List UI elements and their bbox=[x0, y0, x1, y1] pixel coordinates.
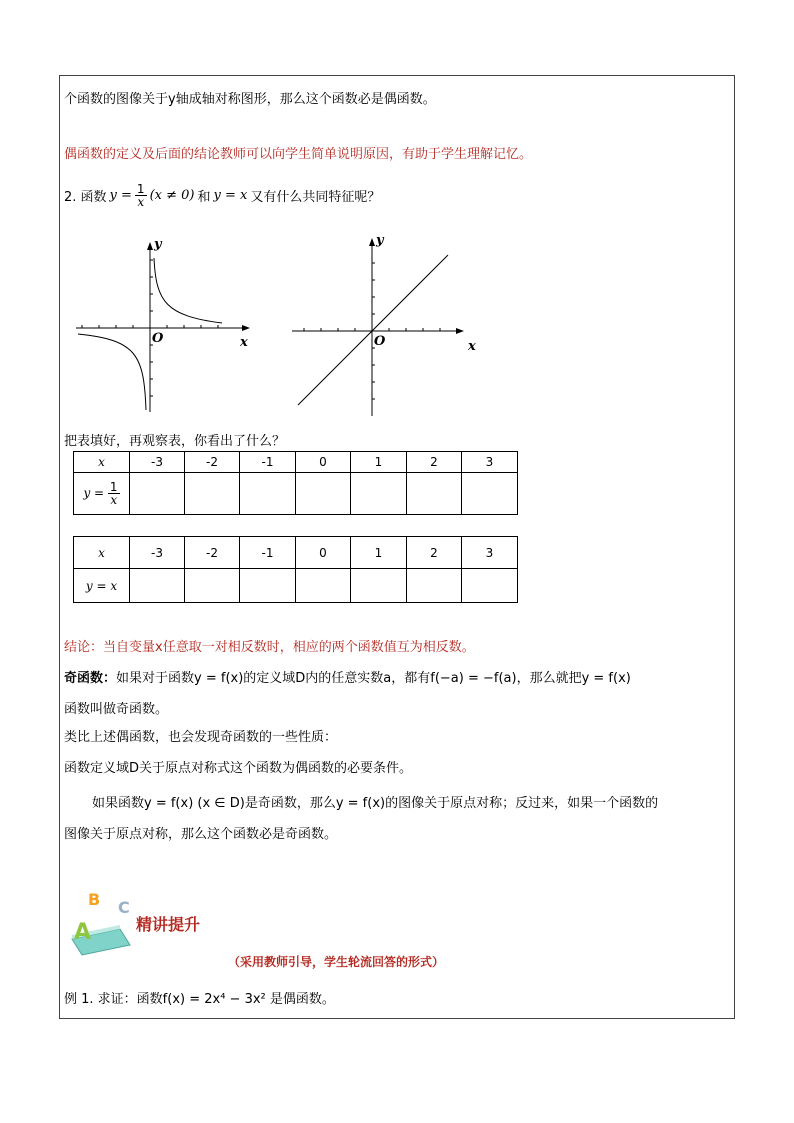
table2-row-label: y = x bbox=[74, 569, 130, 603]
graph2-origin: O bbox=[374, 334, 386, 349]
letter-b-icon: B bbox=[88, 890, 101, 909]
table1-header-cell: -2 bbox=[185, 452, 240, 473]
table1-label-prefix: y = bbox=[83, 486, 105, 500]
graph2-x-arrow bbox=[456, 328, 464, 334]
graph1-branch-right bbox=[154, 258, 222, 323]
table2-header-cell: 1 bbox=[351, 537, 407, 569]
domain-condition: 函数定义域D关于原点对称式这个函数为偶函数的必要条件。 bbox=[64, 761, 413, 776]
conclusion-body: 当自变量x任意取一对相反数时，相应的两个函数值互为相反数。 bbox=[103, 640, 475, 655]
table1-label-num: 1 bbox=[109, 480, 118, 494]
table2-blank-cell[interactable] bbox=[351, 569, 407, 603]
table2-value-row bbox=[74, 569, 518, 603]
analogy-line: 类比上述偶函数，也会发现奇函数的一些性质： bbox=[64, 730, 338, 745]
fill-prompt: 把表填好，再观察表，你看出了什么？ bbox=[64, 434, 286, 449]
value-table-reciprocal bbox=[73, 451, 518, 515]
graph1-y-arrow bbox=[147, 242, 153, 250]
table1-blank-cell[interactable] bbox=[462, 473, 518, 515]
table2-blank-cell[interactable] bbox=[185, 569, 240, 603]
table1-blank-cell[interactable] bbox=[240, 473, 296, 515]
table2-header-cell: -3 bbox=[130, 537, 185, 569]
letter-a-icon: A bbox=[74, 920, 92, 945]
table2-header-cell: x bbox=[74, 537, 130, 569]
table2-blank-cell[interactable] bbox=[407, 569, 462, 603]
table1-header-cell: 2 bbox=[407, 452, 462, 473]
table1-header-row bbox=[74, 452, 518, 473]
graph2-y-arrow bbox=[369, 238, 375, 246]
section-subtitle: （采用教师引导，学生轮流回答的形式） bbox=[228, 955, 445, 969]
table2-header-cell: -1 bbox=[240, 537, 296, 569]
conclusion-label: 结论： bbox=[64, 640, 104, 655]
table1-header-cell: x bbox=[74, 452, 130, 473]
q2-expr1: y = bbox=[109, 188, 132, 203]
teacher-note: 偶函数的定义及后面的结论教师可以向学生简单说明原因，有助于学生理解记忆。 bbox=[64, 147, 533, 162]
table2-blank-cell[interactable] bbox=[130, 569, 185, 603]
odd-def-end: 函数叫做奇函数。 bbox=[64, 702, 169, 717]
example-1: 例 1. 求证：函数f(x) = 2x⁴ − 3x² 是偶函数。 bbox=[64, 992, 335, 1007]
table2-header-cell: 2 bbox=[407, 537, 462, 569]
graph1-branch-left bbox=[78, 334, 146, 410]
table2-blank-cell[interactable] bbox=[240, 569, 296, 603]
question-2 bbox=[64, 183, 380, 208]
table1-blank-cell[interactable] bbox=[407, 473, 462, 515]
table1-header-cell: 1 bbox=[351, 452, 407, 473]
table1-label-frac bbox=[108, 481, 120, 506]
table1-header-cell: -1 bbox=[240, 452, 296, 473]
table1-header-cell: -3 bbox=[130, 452, 185, 473]
table1-blank-cell[interactable] bbox=[351, 473, 407, 515]
text-line1: 个函数的图像关于y轴成轴对称图形，那么这个函数必是偶函数。 bbox=[64, 92, 436, 107]
table2-header-cell: 3 bbox=[462, 537, 518, 569]
q2-frac-num: 1 bbox=[136, 182, 145, 196]
odd-def-label: 奇函数： bbox=[64, 671, 117, 686]
table1-blank-cell[interactable] bbox=[296, 473, 351, 515]
letter-c-icon: C bbox=[118, 898, 130, 917]
table2-blank-cell[interactable] bbox=[296, 569, 351, 603]
table1-label-den: x bbox=[110, 493, 118, 507]
conclusion bbox=[64, 636, 475, 655]
value-table-identity bbox=[73, 536, 518, 603]
table1-header-cell: 0 bbox=[296, 452, 351, 473]
q2-frac-den: x bbox=[137, 195, 145, 209]
graph2-y-label: y bbox=[376, 233, 384, 248]
table2-blank-cell[interactable] bbox=[462, 569, 518, 603]
q2-expr2: y = x bbox=[213, 188, 248, 203]
graph-identity bbox=[288, 228, 484, 420]
table1-value-row bbox=[74, 473, 518, 515]
table2-header-cell: 0 bbox=[296, 537, 351, 569]
odd-def-body: 如果对于函数y = f(x)的定义域D内的任意实数a，都有f(−a) = −f(a)，那么就把y = f(x) bbox=[116, 671, 631, 686]
table1-blank-cell[interactable] bbox=[130, 473, 185, 515]
q2-mid: 和 bbox=[197, 190, 211, 205]
graph1-x-arrow bbox=[242, 325, 250, 331]
q2-fraction bbox=[135, 183, 147, 208]
table1-header-cell: 3 bbox=[462, 452, 518, 473]
q2-cond: (x ≠ 0) bbox=[149, 188, 195, 203]
graph1-origin: O bbox=[152, 331, 164, 346]
graph1-y-label: y bbox=[154, 237, 162, 252]
property-line1: 如果函数y = f(x) (x ∈ D)是奇函数，那么y = f(x)的图像关于原点对称；反过来，如果一个函数的 bbox=[92, 796, 659, 811]
graph1-x-label: x bbox=[240, 335, 248, 350]
odd-definition bbox=[64, 667, 631, 686]
property-line2: 图像关于原点对称，那么这个函数必是奇函数。 bbox=[64, 827, 338, 842]
table1-blank-cell[interactable] bbox=[185, 473, 240, 515]
q2-prefix: 2. 函数 bbox=[64, 190, 107, 205]
table2-header-cell: -2 bbox=[185, 537, 240, 569]
table1-row-label bbox=[74, 473, 130, 515]
q2-suffix: 又有什么共同特征呢？ bbox=[250, 190, 381, 205]
table2-header-row bbox=[74, 537, 518, 569]
graph2-x-label: x bbox=[468, 339, 476, 354]
graph-reciprocal bbox=[70, 232, 260, 418]
section-title: 精讲提升 bbox=[136, 915, 201, 934]
